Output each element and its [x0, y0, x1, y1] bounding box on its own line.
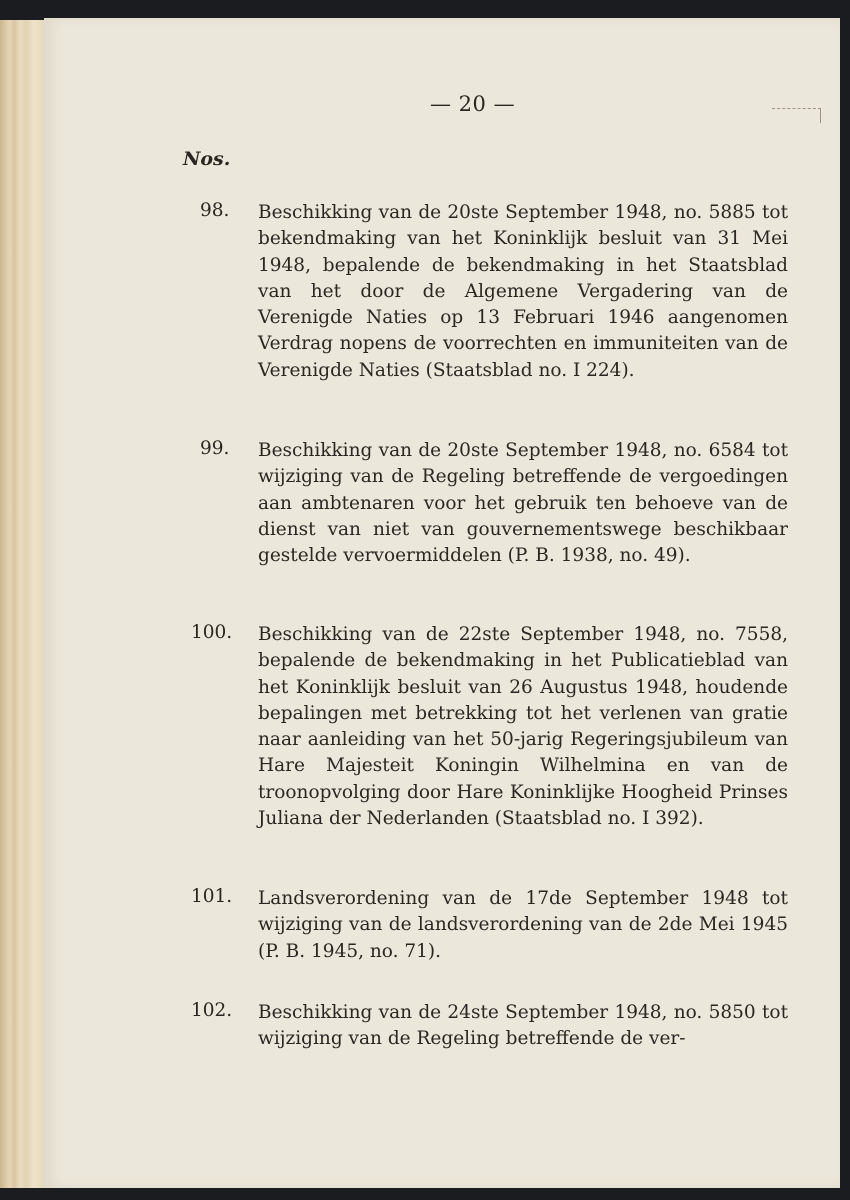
entry-number: 99. — [200, 438, 230, 459]
entry-text: Landsverordening van de 17de September 1948 tot wijziging van de landsverordening van de 2de Mei 1945 (P. B. 1945, no. 71). — [258, 888, 788, 962]
scan-bottom-border — [0, 1188, 850, 1200]
entry-number: 98. — [200, 200, 230, 221]
entry-text: Beschikking van de 24ste September 1948, no. 5850 tot wijziging van de Regeling betreffende de ver- — [258, 1002, 788, 1050]
entry-number: 101. — [191, 886, 233, 907]
scan-right-border — [840, 0, 850, 1200]
book-page-edges — [0, 20, 44, 1188]
page-number: — 20 — — [430, 92, 516, 116]
entry-text: Beschikking van de 20ste September 1948, no. 6584 tot wijziging van de Regeling betreffende de vergoedingen aan ambtenaren voor het gebruik ten behoeve van de dienst van niet van gouvernementswege beschikbaar gestelde vervoermiddelen (P. B. 1938, no. 49). — [258, 440, 788, 567]
scan-top-border — [0, 0, 850, 20]
entry-number: 100. — [191, 622, 233, 643]
entry-text: Beschikking van de 22ste September 1948, no. 7558, bepalende de bekendmaking in het Publicatieblad van het Koninklijk besluit van 26 Augustus 1948, houdende bepalingen met betrekking tot het verlenen van gratie naar aanleiding van het 50-jarig Regeringsjubileum van Hare Majesteit Koningin Wilhelmina en van de troonopvolging door Hare Koninklijke Hoogheid Prinses Juliana der Nederlanden (Staatsblad no. I 392). — [258, 624, 788, 830]
entry-text: Beschikking van de 20ste September 1948, no. 5885 tot bekendmaking van het Koninklijk besluit van 31 Mei 1948, bepalende de bekendmaking in het Staatsblad van het door de Algemene Vergadering van de Verenigde Naties op 13 Februari 1946 aangenomen Verdrag nopens de voorrechten en immuniteiten van de Verenigde Naties (Staatsblad no. I 224). — [258, 202, 788, 381]
corner-mark — [772, 108, 821, 123]
column-label: Nos. — [183, 148, 231, 170]
entry-number: 102. — [191, 1000, 233, 1021]
